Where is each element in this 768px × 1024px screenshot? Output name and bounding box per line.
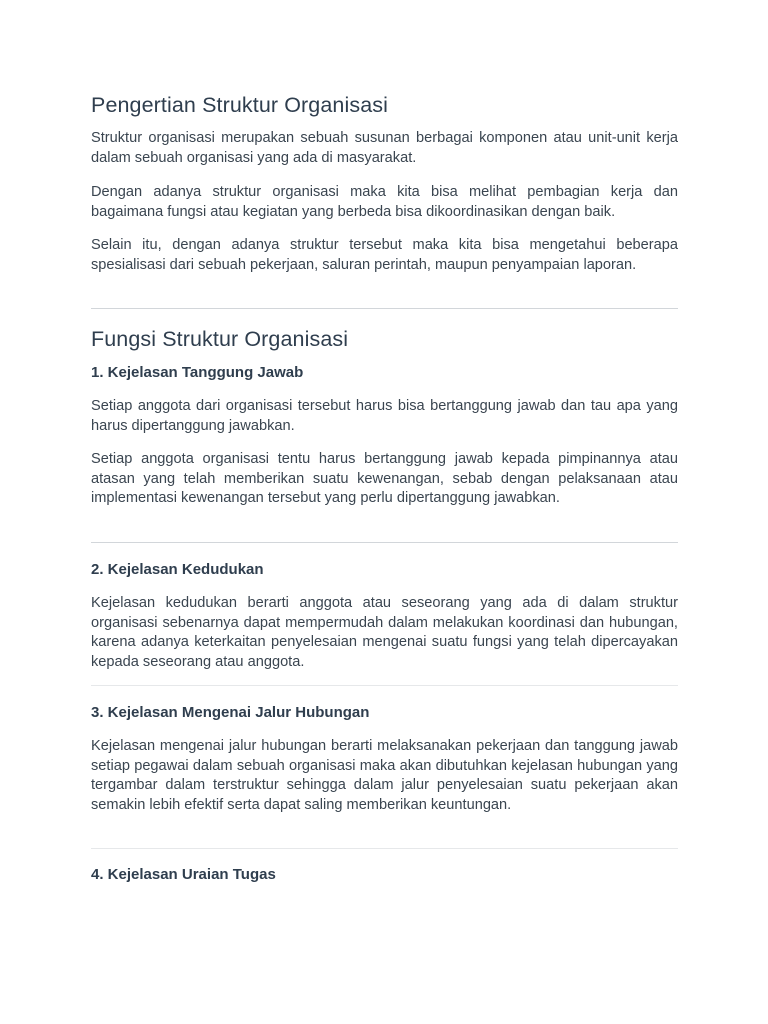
paragraph: Kejelasan mengenai jalur hubungan berarti melaksanakan pekerjaan dan tanggung jawab setiap pegawai dalam sebuah organisasi maka akan dibutuhkan kejelasan hubungan yang tergambar dalam terstruktur sehingga dalam jalur penyelesaian suatu pekerjaan akan semakin lebih efektif serta dapat saling memberikan keuntungan.	[91, 738, 678, 813]
section-divider	[91, 308, 678, 309]
paragraph: Dengan adanya struktur organisasi maka kita bisa melihat pembagian kerja dan bagaimana fungsi atau kegiatan yang berbeda bisa dikoordinasikan dengan baik.	[91, 184, 678, 220]
paragraph: Struktur organisasi merupakan sebuah susunan berbagai komponen atau unit-unit kerja dalam sebuah organisasi yang ada di masyarakat.	[91, 130, 678, 166]
paragraph: Selain itu, dengan adanya struktur tersebut maka kita bisa mengetahui beberapa spesialisasi dari sebuah pekerjaan, saluran perintah, maupun penyampaian laporan.	[91, 237, 678, 273]
subheading-kejelasan-kedudukan: 2. Kejelasan Kedudukan	[91, 561, 264, 578]
section-title-fungsi: Fungsi Struktur Organisasi	[91, 327, 349, 351]
subheading-kejelasan-uraian-tugas: 4. Kejelasan Uraian Tugas	[91, 866, 276, 883]
paragraph: Setiap anggota dari organisasi tersebut harus bisa bertanggung jawab dan tau apa yang harus dipertanggung jawabkan.	[91, 398, 678, 434]
paragraph: Setiap anggota organisasi tentu harus bertanggung jawab kepada pimpinannya atau atasan yang telah memberikan suatu kewenangan, sebab dengan pelaksanaan atau implementasi kewenangan tersebut yang perlu dipertanggung jawabkan.	[91, 451, 678, 506]
section-divider	[91, 848, 678, 849]
section-divider	[91, 542, 678, 543]
subheading-kejelasan-tanggung-jawab: 1. Kejelasan Tanggung Jawab	[91, 364, 304, 381]
subheading-kejelasan-jalur-hubungan: 3. Kejelasan Mengenai Jalur Hubungan	[91, 704, 370, 721]
section-title-pengertian: Pengertian Struktur Organisasi	[91, 93, 388, 117]
paragraph: Kejelasan kedudukan berarti anggota atau seseorang yang ada di dalam struktur organisasi sebenarnya dapat mempermudah dalam melakukan koordinasi dan hubungan, karena adanya keterkaitan penyelesaian mengenai suatu fungsi yang telah dipercayakan kepada seseorang atau anggota.	[91, 595, 678, 670]
section-divider	[91, 685, 678, 686]
